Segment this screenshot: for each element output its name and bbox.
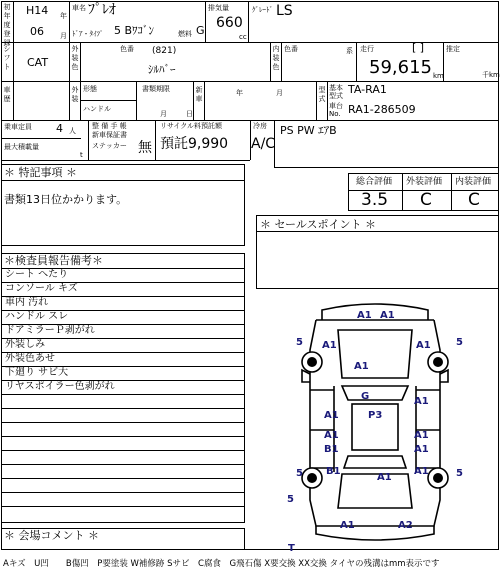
mark-left-door-2: A1 (324, 430, 339, 441)
year-suffix: 年 (60, 12, 67, 20)
car-history-label: 車歴 (3, 86, 11, 103)
spec-label: 推定 (446, 45, 460, 53)
mark-left-door-1: A1 (324, 410, 339, 421)
mileage-brackets: [ ] (412, 41, 425, 54)
displacement: 660 (216, 15, 243, 31)
note-item: シート へたり (5, 269, 69, 280)
color-code-label: 色番 (120, 45, 134, 53)
damage-legend: Aキズ U凹 B傷凹 P要塗装 W補修跡 Sサビ C腐食 G飛石傷 X要交換 XX交換 タイヤの残溝はmm表示です (3, 559, 440, 569)
mark-tail-t: T (288, 543, 295, 554)
mark-bottom-5: 5 (287, 494, 294, 505)
exterior-rating: C (420, 190, 432, 210)
venue-comment-title: ＊ 会場コメント ＊ (4, 529, 99, 542)
sales-points-title: ＊ セールスポイント ＊ (260, 218, 377, 231)
model-code: TA-RA1 (348, 83, 387, 96)
shift: CAT (27, 56, 49, 69)
shift-label: シフト (3, 45, 11, 71)
person-suffix: 人 (69, 127, 76, 135)
inspection-day: 日 (186, 110, 193, 118)
ac-label: 冷房 (253, 122, 267, 130)
car-name: ﾌﾟﾚｵ (88, 2, 116, 18)
features-title: ＊ 特記事項 ＊ (4, 166, 77, 179)
displacement-label: 排気量 (208, 4, 229, 12)
inspection-month: 月 (160, 110, 167, 118)
mileage-label: 走行 (360, 45, 374, 53)
fuel: G (196, 24, 205, 37)
exterior-rating-label: 外装評価 (406, 177, 443, 187)
warranty-value: 無 (138, 140, 152, 156)
tire-front-left-depth: 5 (296, 337, 303, 348)
era: H14 (26, 4, 49, 17)
overall-rating-label: 総合評価 (356, 177, 393, 187)
capacity: 4 (56, 122, 63, 135)
fuel-label: 燃料 (178, 30, 192, 38)
overall-rating: 3.5 (361, 190, 389, 210)
month: 06 (30, 25, 44, 38)
mileage: 59,615 (369, 57, 432, 78)
warranty-label-1: 整 備 手 帳 (92, 122, 127, 130)
mark-left-b: B1 (324, 444, 339, 455)
warranty-label-2: 新車保証書 (92, 131, 127, 139)
recycle-label: リサイクル料預託額 (160, 122, 223, 130)
interior-rating-label: 内装評価 (455, 177, 492, 187)
tire-front-right-depth: 5 (456, 337, 463, 348)
exterior-label: 外装 (71, 86, 79, 103)
model-label: 型式 (318, 86, 326, 103)
cc-label: cc (239, 33, 247, 41)
mark-rear-left: B1 (326, 466, 341, 477)
mark-right-door-1: A1 (414, 430, 429, 441)
features-text: 書類13日位かかります。 (4, 193, 128, 206)
recycle-value: 預託9,990 (160, 136, 229, 152)
max-load-label: 最大積載量 (4, 143, 39, 151)
shape-label: 形態 (83, 85, 97, 93)
mark-roof: P3 (368, 410, 383, 421)
color-name: ｼﾙﾊﾞｰ (148, 63, 176, 76)
tire-rear-right-depth: 5 (456, 468, 463, 479)
spec-unit: 千km (482, 71, 500, 79)
note-item: コンソール キズ (5, 283, 78, 294)
mark-front-top-right: A1 (380, 310, 395, 321)
mark-front-left: A1 (322, 340, 337, 351)
door-type: 5 Bﾜｺﾞﾝ (114, 24, 155, 37)
note-item: 車内 汚れ (5, 297, 49, 308)
interior-suffix: 系 (346, 47, 353, 55)
color-code: (821) (152, 46, 177, 56)
handle-label: ハンドル (83, 105, 111, 113)
interior-color-code-label: 色番 (284, 45, 298, 53)
mark-front-top-left: A1 (357, 310, 372, 321)
mark-front-right: A1 (416, 340, 431, 351)
tire-rear-left-depth: 5 (296, 468, 303, 479)
grade-label: ｸﾞﾚｰﾄﾞ (252, 6, 273, 14)
basic-model-label: 基本型式 (329, 84, 343, 100)
mark-roof-g: G (361, 391, 370, 402)
note-item: 外装しみ (5, 339, 45, 350)
note-item: 下廻り サビ大 (5, 367, 69, 378)
note-item: 外装色あせ (5, 353, 55, 364)
ac-value: A/C (251, 136, 276, 152)
mark-hood: A1 (354, 361, 369, 372)
note-item: ドアミラーＰ剥がれ (5, 325, 95, 336)
exterior-color-label: 外装色 (71, 45, 79, 71)
grade: LS (276, 3, 293, 19)
interior-rating: C (468, 190, 480, 210)
year-label: 年 (236, 89, 243, 97)
month-suffix: 月 (60, 32, 67, 40)
mark-bottom-a1: A1 (340, 520, 355, 531)
first-reg-label: 初年度登録 (3, 3, 11, 47)
equipment: PS PW ｴｱB (280, 124, 337, 137)
note-item: ハンドル スレ (5, 311, 69, 322)
inspector-notes-title: ＊検査員報告備考＊ (4, 254, 103, 267)
capacity-label: 乗車定員 (4, 123, 32, 131)
mark-right-mid: A1 (414, 396, 429, 407)
chassis-no: RA1-286509 (348, 103, 416, 116)
mark-rear-right: A1 (414, 466, 429, 477)
mark-rear-center: A1 (377, 472, 392, 483)
month-label: 月 (276, 89, 283, 97)
chassis-label: 車台No. (329, 102, 343, 118)
door-type-label: ﾄﾞｱ・ﾀｲﾌﾟ (72, 30, 104, 38)
warranty-label-3: ステッカー (92, 142, 127, 150)
mark-right-door-2: A1 (414, 444, 429, 455)
car-name-label: 車名 (72, 4, 86, 12)
new-car-label: 新車 (195, 86, 203, 103)
km-label: km (433, 72, 444, 80)
note-item: リヤスポイラー色剥がれ (5, 381, 115, 392)
inspection-label: 書類期限 (142, 85, 170, 93)
mark-bottom-a2: A2 (398, 520, 413, 531)
t-suffix: t (80, 151, 83, 159)
interior-color-label: 内装色 (272, 45, 280, 71)
